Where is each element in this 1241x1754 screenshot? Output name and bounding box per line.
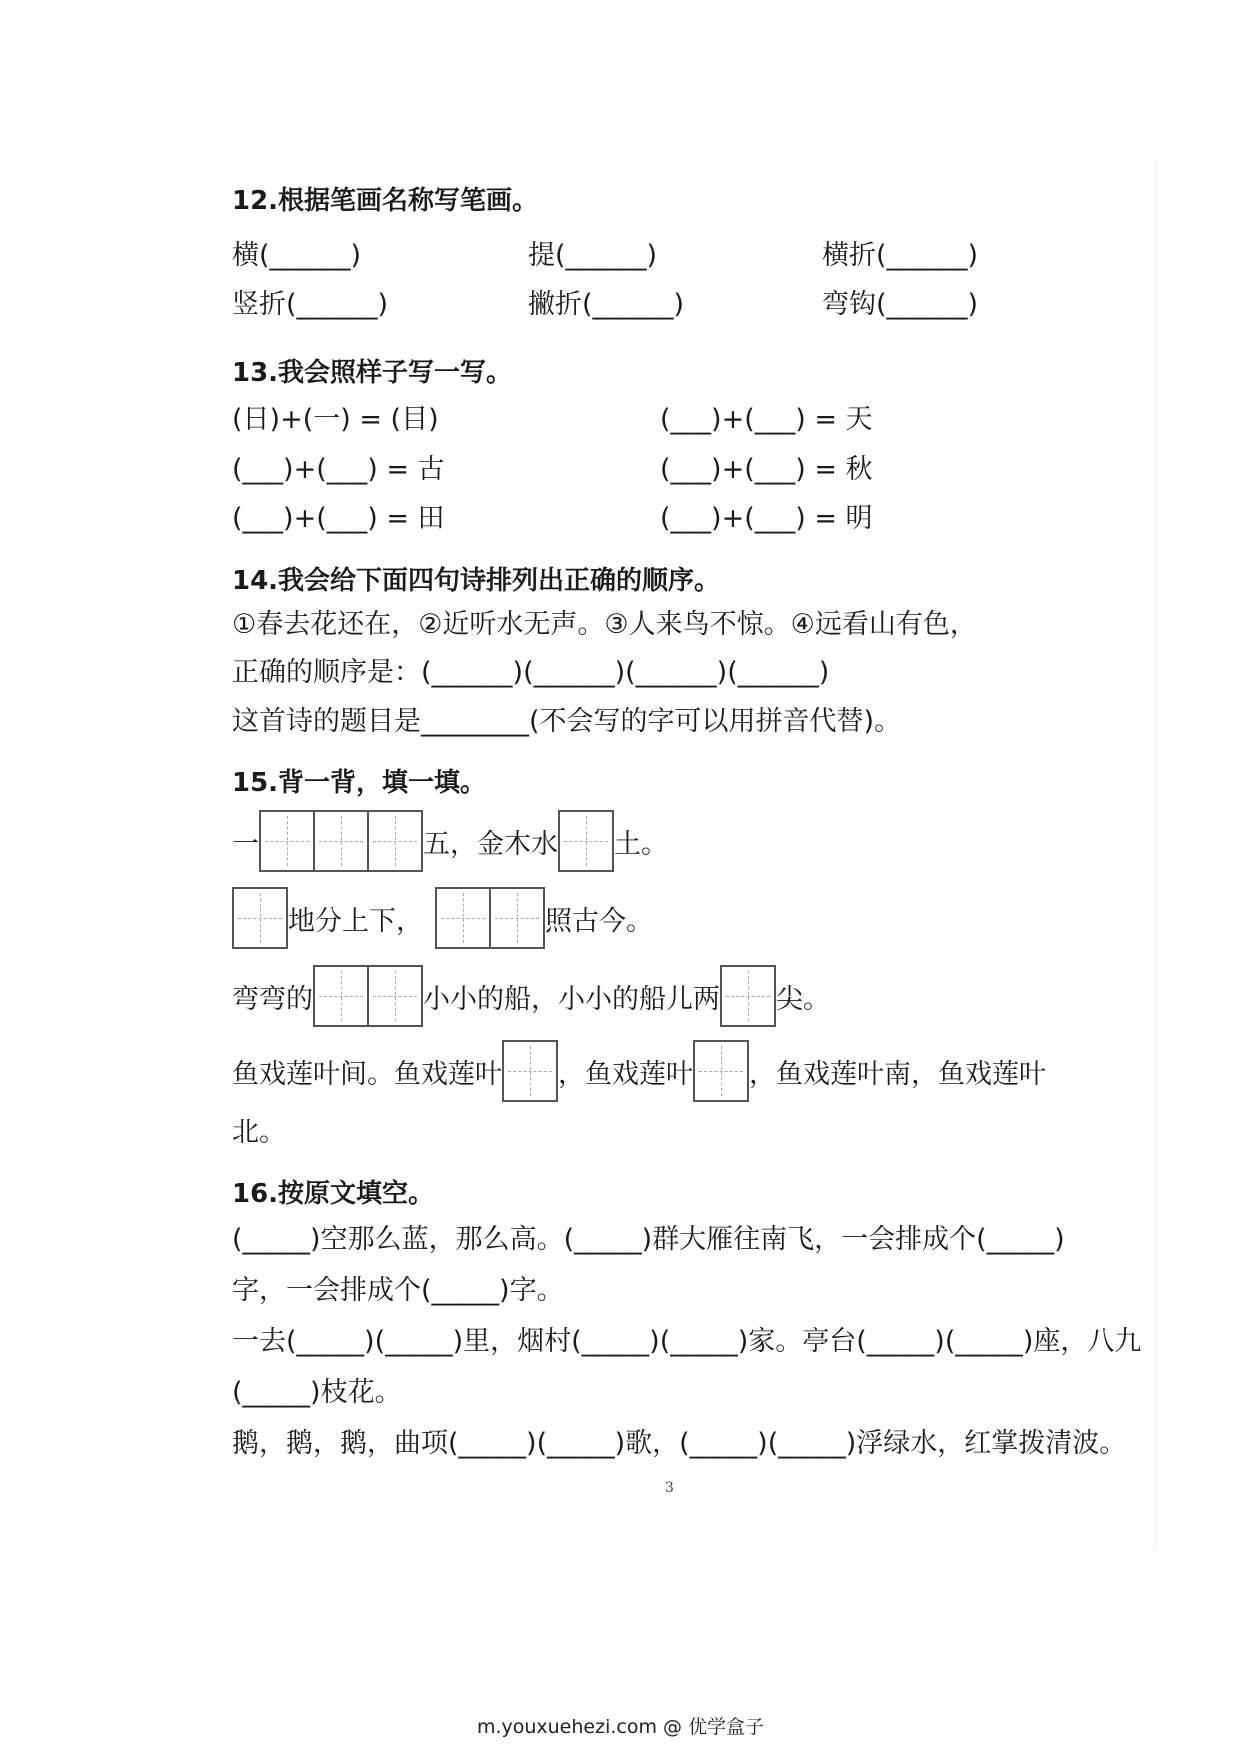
q15-line1: [232, 810, 668, 872]
q15-line5: 北。: [232, 1117, 286, 1148]
q15-text: 一: [232, 828, 259, 860]
q14-topic: 这首诗的题目是________(不会写的字可以用拼音代替)。: [232, 706, 902, 737]
tianzige-box[interactable]: [558, 810, 614, 872]
q15-line4: [232, 1040, 1046, 1102]
q13-item: (日)+(一) = (目): [232, 404, 439, 435]
q13-item: (___)+(___) = 古: [232, 454, 445, 485]
q15-title: 15.背一背，填一填。: [232, 768, 487, 798]
footer-watermark: m.youxuehezi.com @ 优学盒子: [476, 1716, 765, 1738]
q16-line: 字，一会排成个(_____)字。: [232, 1275, 564, 1306]
q16-title: 16.按原文填空。: [232, 1179, 435, 1209]
q15-text: 五，金木水: [423, 828, 558, 860]
q13-item: (___)+(___) = 明: [660, 503, 873, 534]
q15-text: 尖。: [776, 983, 830, 1015]
q15-text: 照古今。: [545, 905, 653, 937]
q15-text: ，鱼戏莲叶: [558, 1058, 693, 1090]
q15-line2: [232, 887, 653, 949]
tianzige-box[interactable]: [502, 1040, 558, 1102]
tianzige-box[interactable]: [259, 810, 315, 872]
q15-text: 鱼戏莲叶间。鱼戏莲叶: [232, 1058, 502, 1090]
q12-item: 竖折(______): [232, 289, 389, 320]
tianzige-box[interactable]: [435, 887, 491, 949]
q12-item: 弯钩(______): [822, 289, 979, 320]
q16-line: (_____)枝花。: [232, 1377, 402, 1408]
q14-poem: ①春去花还在，②近听水无声。③人来鸟不惊。④远看山有色，: [232, 609, 977, 640]
q15-text: ，鱼戏莲叶南，鱼戏莲叶: [749, 1058, 1046, 1090]
q12-item: 撇折(______): [528, 289, 685, 320]
q15-text: 土。: [614, 828, 668, 860]
q16-line: 鹅，鹅，鹅，曲项(_____)(_____)歌，(_____)(_____)浮绿水，红掌拨清波。: [232, 1428, 1127, 1459]
q14-title: 14.我会给下面四句诗排列出正确的顺序。: [232, 566, 721, 596]
tianzige-box[interactable]: [720, 965, 776, 1027]
q13-item: (___)+(___) = 秋: [660, 454, 873, 485]
q12-item: 提(______): [528, 240, 658, 271]
tianzige-box[interactable]: [367, 965, 423, 1027]
tianzige-box[interactable]: [489, 887, 545, 949]
tianzige-box[interactable]: [313, 965, 369, 1027]
q15-line3: [232, 965, 830, 1027]
page-number: 3: [665, 1480, 674, 1496]
q16-line: (_____)空那么蓝，那么高。(_____)群大雁往南飞，一会排成个(_____): [232, 1224, 1065, 1255]
q13-item: (___)+(___) = 天: [660, 404, 873, 435]
q14-order: 正确的顺序是：(______)(______)(______)(______): [232, 657, 830, 688]
q15-text: 地分上下，: [288, 905, 423, 937]
q12-item: 横折(______): [822, 240, 979, 271]
tianzige-box[interactable]: [232, 887, 288, 949]
page-edge: [1155, 160, 1164, 1550]
tianzige-box[interactable]: [693, 1040, 749, 1102]
q16-line: 一去(_____)(_____)里，烟村(_____)(_____)家。亭台(_____)(_____)座，八九: [232, 1326, 1142, 1357]
q13-item: (___)+(___) = 田: [232, 503, 445, 534]
q15-text: 小小的船，小小的船儿两: [423, 983, 720, 1015]
tianzige-box[interactable]: [367, 810, 423, 872]
q12-item: 横(______): [232, 240, 362, 271]
q13-title: 13.我会照样子写一写。: [232, 358, 513, 388]
q15-text: 弯弯的: [232, 983, 313, 1015]
q12-title: 12.根据笔画名称写笔画。: [232, 186, 539, 216]
tianzige-box[interactable]: [313, 810, 369, 872]
